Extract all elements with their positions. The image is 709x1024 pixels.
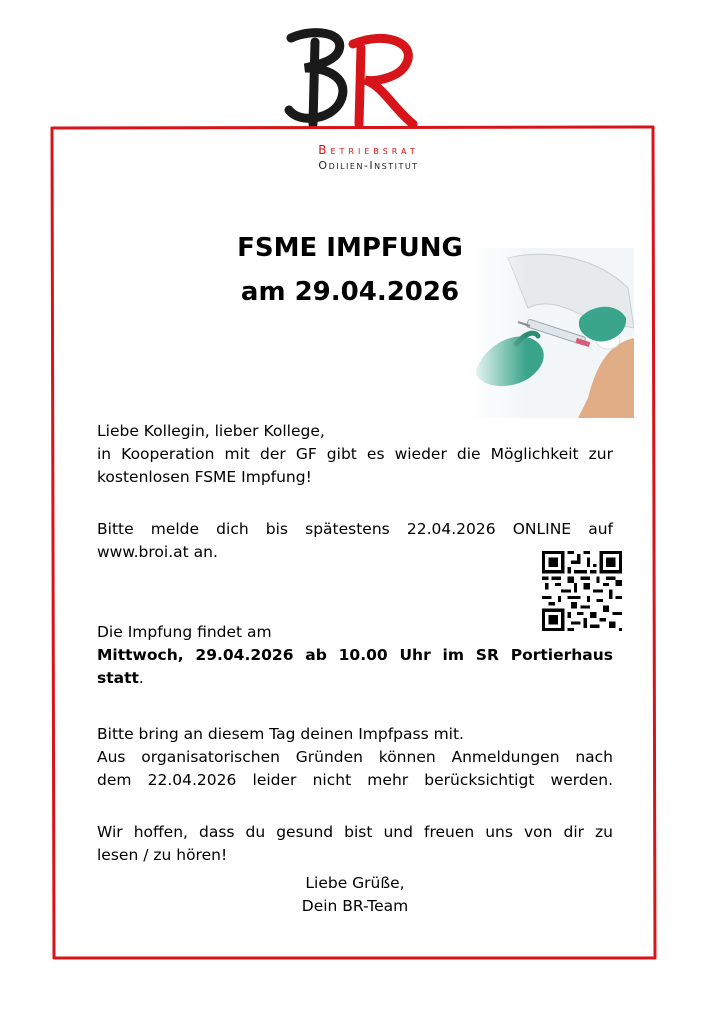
logo-line-2: Odilien-Institut — [318, 159, 419, 172]
signature-greeting: Liebe Grüße, — [305, 874, 405, 892]
notes-line: Bitte bring an diesem Tag deinen Impfpass mit. — [97, 725, 464, 743]
vaccination-illustration — [468, 248, 634, 418]
event-intro: Die Impfung findet am — [97, 623, 272, 641]
register-link[interactable]: www.broi.at an. — [97, 543, 218, 561]
closing-line: lesen / zu hören! — [97, 846, 228, 864]
br-logo-icon — [283, 28, 423, 128]
title-line-2: am 29.04.2026 — [240, 277, 460, 307]
closing-paragraph — [97, 821, 613, 867]
notes-line: Aus organisatorischen Gründen können Anmeldungen nach — [97, 748, 613, 766]
register-line: Bitte melde dich bis spätestens 22.04.2026 ONLINE auf — [97, 520, 613, 538]
greeting-line: in Kooperation mit der GF gibt es wieder die Möglichkeit zur — [97, 445, 613, 463]
event-details-end: statt. — [97, 669, 144, 687]
title-line-1: FSME IMPFUNG — [237, 233, 463, 263]
qr-code-icon — [542, 551, 622, 631]
logo-line-1: Betriebsrat — [318, 143, 419, 157]
closing-line: Wir hoffen, dass du gesund bist und freuen uns von dir zu — [97, 823, 613, 841]
greeting-line: kostenlosen FSME Impfung! — [97, 468, 312, 486]
notes-line: dem 22.04.2026 leider nicht mehr berücksichtigt werden. — [97, 771, 613, 789]
event-details: Mittwoch, 29.04.2026 ab 10.00 Uhr im SR Portierhaus — [97, 646, 613, 664]
greeting-paragraph — [97, 420, 613, 489]
event-paragraph — [97, 621, 613, 690]
signature-team: Dein BR-Team — [301, 897, 409, 915]
register-paragraph — [97, 518, 613, 564]
greeting-line: Liebe Kollegin, lieber Kollege, — [97, 422, 325, 440]
notes-paragraph — [97, 723, 613, 792]
